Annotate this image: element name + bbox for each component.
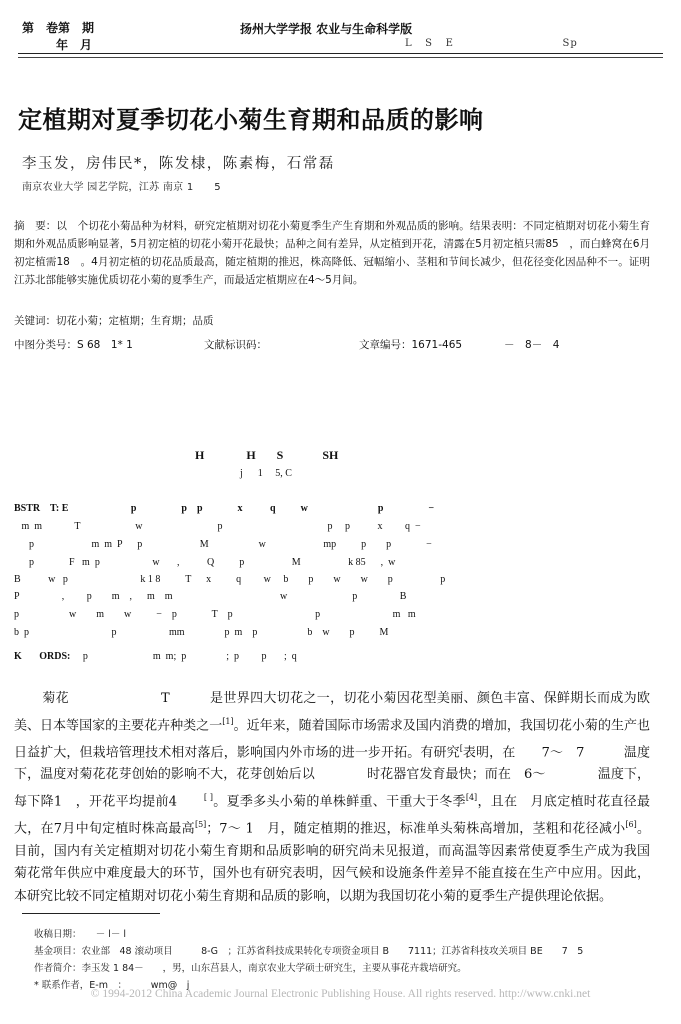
header-rule-thick — [18, 53, 663, 54]
english-abstract-line: BSTR T: E p p p x q w p − — [14, 503, 435, 514]
body-text-segment: T — [161, 691, 170, 706]
english-abstract-line: b p p mm p m p b w p M — [14, 627, 389, 638]
issue-date-label: 年 月 — [56, 38, 93, 52]
issue-volume-label: 第 卷第 期 — [22, 21, 95, 35]
citation-ref: [6] — [625, 819, 637, 829]
english-keywords — [14, 651, 656, 662]
english-title: H H S SH — [195, 448, 339, 462]
affiliation: 南京农业大学 园艺学院，江苏 南京 1 5 — [22, 182, 221, 193]
journal-name: 扬州大学学报 农业与生命科学版 — [240, 22, 413, 36]
article-title: 定植期对夏季切花小菊生育期和品质的影响 — [18, 106, 484, 134]
body-text-segment: 。近年来，随着国际市场需求及国内消费的增加，我国切花小菊的生产也日益扩大，但栽培管理技术相对落后，影响国内外市场的进一步开拓。有研究 — [14, 717, 650, 760]
author-list: 李玉发，房伟民*，陈发棣，陈素梅，石常磊 — [22, 156, 335, 172]
citation-ref: [1] — [222, 716, 234, 726]
body-text-segment: 。夏季多头小菊的单株鲜重、干重大于冬季 — [213, 794, 466, 810]
english-abstract-line: p w m w − p T p p m m — [14, 609, 416, 620]
abstract-text: 以 个切花小菊品种为材料，研究定植期对切花小菊夏季生产生育期和外观品质的影响。结果表明：不同定植期对切花小菊生育期和外观品质影响显著，5月初定植的切花小菊开花最快；品种之间有差异，从定植到开花，清露在5月初定植只需85 ，而白蜂窝在6月初定植需18 。4月初定植的切花品质最高，随定植期的推迟，株高降低、冠幅缩小、茎粗和节间长减少，但花径变化因品种不一。证明江苏北部能够实施优质切花小菊的夏季生产，而最适定植期应在4～5月间。 — [14, 220, 651, 286]
abstract-label: 摘 要： — [14, 220, 57, 232]
body-text-segment: 是世界四大切花之一，切花小菊因花型美丽、颜色丰富、保鲜期长而成为欧美、日本等国家的主要花卉种类之一 — [14, 691, 650, 733]
header-rule-thin — [18, 57, 663, 58]
body-text-segment: ；7～ 1 月，随定植期的推迟，标准单头菊株高增加，茎粗和花径减小 — [206, 821, 626, 837]
footnote-received: 收稿日期： － l－ l — [34, 929, 127, 940]
citation-ref: [4] — [465, 793, 478, 803]
english-abstract-line: p m m P p M w mp p p − — [14, 539, 432, 550]
citation-ref: [5] — [194, 819, 207, 829]
document-code: 文献标识码： — [204, 339, 267, 351]
body-text-segment: 表明，在 7～ 7 温度下，温度对菊花花芽创始的影响不大，花芽创始后以 时花器官发育最快；而在 6～ 温度下，每下降1 ，开花平均提前4 — [14, 744, 650, 810]
article-number: 文章编号：1671-465 － 8－ 4 — [359, 339, 560, 351]
footnotes — [34, 926, 583, 994]
footnote-funding: 基金项目：农业部 48 滚动项目 8-G ；江苏省科技成果转化专项资金项目 B 7111；江苏省科技攻关项目 BE 7 5 — [34, 946, 584, 957]
footnote-rule — [22, 913, 160, 914]
footnote-author-bio: 作者简介：李玉发 1 84－ ，男，山东莒县人，南京农业大学硕士研究生，主要从事花卉栽培研究。 — [34, 963, 467, 974]
footnote-corresponding: * 联系作者，E-m ： wm@ j — [34, 980, 190, 991]
body-text-segment: ，且在 月底定植时花直径最大，在7月中旬定植时株高最高 — [14, 794, 650, 837]
journal-english-name: L S E Sp — [405, 38, 578, 49]
english-keywords-label: K ORDS: — [14, 651, 71, 662]
body-text-segment: 。目前，国内有关定植期对切花小菊生育期和品质影响的研究尚未见报道，而高温等因素常使夏季生产成为我国菊花常年供应中难度最大的环节，国外也有研究表明，因气候和设施条件差异不能直接在生产中应用。因此，本研究比较不同定植期对切花小菊生育期和品质的影响，以期为我国切花小菊的夏季生产提供理论依据。 — [14, 821, 650, 905]
abstract — [14, 217, 650, 289]
english-abstract-line: B w p k 1 8 T x q w b p w w p p — [14, 574, 446, 585]
body-paragraph — [14, 688, 650, 909]
copyright-watermark: © 1994-2012 China Academic Journal Electronic Publishing House. All rights reserved. http://www.cnki.net — [90, 988, 591, 1000]
citation-ref: [ — [459, 743, 463, 753]
english-authors: j 1 5, C — [240, 468, 292, 479]
english-abstract-line: P , p m , m m w p B — [14, 591, 407, 602]
english-keywords-text: p m m; p ; p p ; q — [82, 651, 297, 662]
body-text-segment: 菊花 — [42, 691, 70, 706]
english-abstract-line: m m T w p p p x q − — [14, 521, 421, 532]
english-abstract-line: p F m p w , Q p M k 85 , w — [14, 557, 396, 568]
citation-ref: [ ] — [203, 793, 213, 803]
clc-number: 中图分类号：S 68 1* 1 — [14, 339, 133, 351]
keywords: 关键词：切花小菊；定植期；生育期；品质 — [14, 315, 214, 327]
